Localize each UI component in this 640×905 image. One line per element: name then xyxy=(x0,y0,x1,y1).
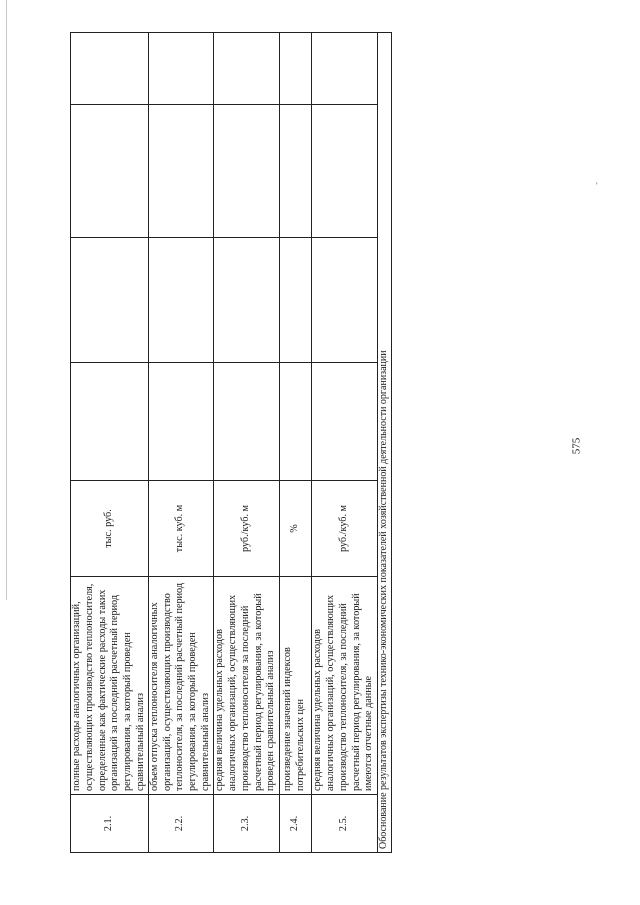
row-description: средняя величина удельных расходов аналогичных организаций, осуществляющих производство теплоносителя за последний расчетный период регулирования, за который проведен сравнительный анализ xyxy=(213,577,279,795)
row-unit: % xyxy=(279,481,311,577)
empty-cell xyxy=(279,33,311,105)
empty-cell xyxy=(71,33,149,105)
table-row xyxy=(311,33,377,853)
row-unit: тыс. куб. м xyxy=(148,481,213,577)
row-number: 2.3. xyxy=(213,795,279,853)
empty-cell xyxy=(148,33,213,105)
rotated-table-container xyxy=(70,33,389,853)
row-description: объем отпуска теплоносителя аналогичных организаций, осуществляющих производство теплоносителя, за последний расчетный период регулирования, за который проведен сравнительный анализ xyxy=(148,577,213,795)
scan-edge-line xyxy=(6,0,7,600)
empty-cell xyxy=(213,105,279,238)
empty-cell xyxy=(213,238,279,363)
row-number: 2.4. xyxy=(279,795,311,853)
row-unit: руб./куб. м xyxy=(311,481,377,577)
empty-cell xyxy=(311,363,377,481)
table-row xyxy=(148,33,213,853)
empty-cell xyxy=(148,238,213,363)
page-number: 575 xyxy=(570,437,583,455)
empty-cell xyxy=(279,105,311,238)
table-row xyxy=(279,33,311,853)
empty-cell xyxy=(311,33,377,105)
row-description: средняя величина удельных расходов аналогичных организаций, осуществляющих производство теплоносителя, за последний расчетный период регулирования, за который имеются отчетные данные xyxy=(311,577,377,795)
row-unit: тыс. руб. xyxy=(71,481,149,577)
row-description: произведение значений индексов потребительских цен xyxy=(279,577,311,795)
row-number: 2.5. xyxy=(311,795,377,853)
expertise-table xyxy=(70,32,392,853)
empty-cell xyxy=(148,105,213,238)
empty-cell xyxy=(279,363,311,481)
empty-cell xyxy=(71,105,149,238)
row-unit: руб./куб. м xyxy=(213,481,279,577)
stray-mark: ' xyxy=(596,181,598,191)
empty-cell xyxy=(148,363,213,481)
table-row xyxy=(213,33,279,853)
empty-cell xyxy=(71,363,149,481)
table-footer-row xyxy=(377,33,391,853)
empty-cell xyxy=(71,238,149,363)
row-number: 2.2. xyxy=(148,795,213,853)
row-description: полные расходы аналогичных организаций, осуществляющих производство теплоносителя, определенные как фактические расходы таких организаций за последний расчетный период регулирования, за который проведен сравнительный анализ xyxy=(71,577,149,795)
empty-cell xyxy=(213,33,279,105)
row-number: 2.1. xyxy=(71,795,149,853)
empty-cell xyxy=(311,105,377,238)
empty-cell xyxy=(311,238,377,363)
empty-cell xyxy=(279,238,311,363)
empty-cell xyxy=(213,363,279,481)
table-footer: Обоснование результатов экспертизы технико-экономических показателей хозяйственной деятельности организации xyxy=(377,33,391,853)
table-row xyxy=(71,33,149,853)
